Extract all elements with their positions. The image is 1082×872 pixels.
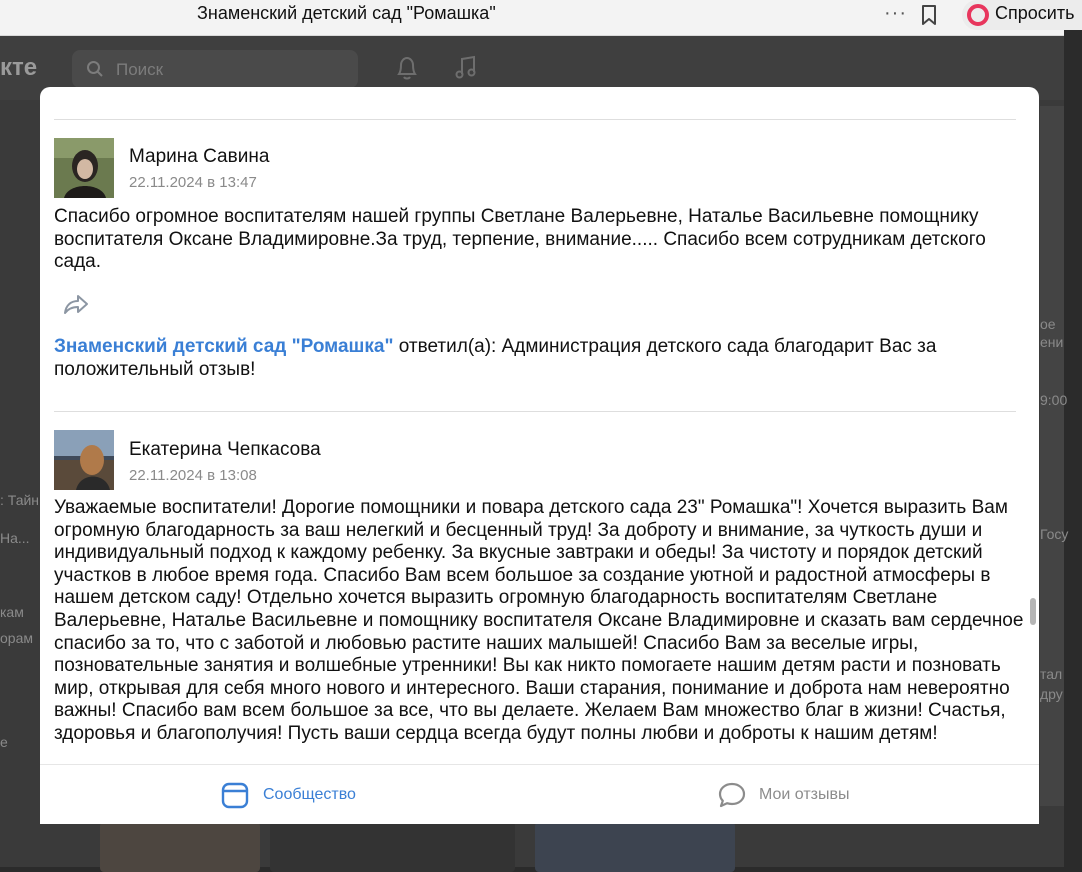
ask-alice-button[interactable] xyxy=(962,0,1082,30)
background-right-text: Госу xyxy=(1040,526,1069,542)
background-side-text: е xyxy=(0,734,8,750)
scrollbar[interactable] xyxy=(1030,598,1036,625)
background-side-text: : Тайн xyxy=(0,492,40,508)
tab-my-reviews[interactable] xyxy=(716,765,876,825)
tab-community-label: Сообщество xyxy=(263,786,356,803)
avatar-image xyxy=(54,138,114,198)
site-logo: кте xyxy=(0,54,38,81)
divider xyxy=(54,411,1016,412)
browser-tab-title[interactable]: Знаменский детский сад "Ромашка" xyxy=(197,3,496,23)
reply-author-link[interactable]: Знаменский детский сад "Ромашка" xyxy=(54,336,394,357)
more-options-icon[interactable]: ··· xyxy=(884,2,907,24)
avatar[interactable] xyxy=(54,430,114,490)
search-icon xyxy=(86,60,104,78)
share-icon[interactable] xyxy=(62,292,90,316)
tab-community[interactable] xyxy=(218,765,378,825)
avatar[interactable] xyxy=(54,138,114,198)
review-text: Спасибо огромное воспитателям нашей группы Светлане Валерьевне, Наталье Васильевне помощнику воспитателя Оксане Владимировне.За труд, терпение, внимание..... Спасибо всем сотрудникам детского сада. xyxy=(54,206,986,273)
bookmark-icon[interactable] xyxy=(918,3,940,27)
background-side-text: На... xyxy=(0,530,30,546)
review-text: Уважаемые воспитатели! Дорогие помощники и повара детского сада 23" Ромашка"! Хочется выразить Вам огромную благодарность за ваш нелегкий и бесценный труд! За доброту и внимание, за чуткость души и индивидуальный подход к каждому ребенку. За вкусные завтраки и обеды! За чистоту и порядок детский участков в любое время года. Спасибо Вам всем большое за создание уютной и радостной атмосферы в нашем детском саду! Отдельно хочется выразить огромную благодарность воспитателям Светлане Валерьевне, Наталье Васильевне и помощнику воспитателя Оксане Владимировне и сказать вам сердечное спасибо за то, что с заботой и любовью растите наших малышей! Спасибо Вам за веселые игры, позновательные занятия и волшебные утренники! Вы как никто помогаете нашим детям расти и позновать мир, открывая для себя много нового и интересного. Ваши старания, понимание и доброта нам невероятно важны! Спасибо вам всем большое за все, что вы делаете. Желаем Вам множество благ в жизни! Счастья, здоровья и благополучия! Пусть ваши сердца всегда будут полны любви и доброты к нашим детям! xyxy=(54,497,1024,744)
speech-bubble-icon xyxy=(717,780,747,810)
background-right-text: ое xyxy=(1040,316,1056,332)
background-thumbnail xyxy=(535,822,735,872)
review-date: 22.11.2024 в 13:47 xyxy=(129,174,257,191)
modal-tab-bar xyxy=(40,764,1039,824)
background-right-text: дру xyxy=(1040,686,1063,702)
avatar-image xyxy=(54,430,114,490)
background-thumbnail xyxy=(270,822,515,872)
reviews-modal xyxy=(40,87,1039,824)
review-date: 22.11.2024 в 13:08 xyxy=(129,467,257,484)
reply-text: ответил(а): Администрация детского сада благодарит Вас за положительный отзыв! xyxy=(54,336,937,380)
ask-alice-label: Спросить xyxy=(995,3,1075,23)
review-author[interactable]: Екатерина Чепкасова xyxy=(129,439,321,460)
review-author[interactable]: Марина Савина xyxy=(129,146,270,167)
admin-reply xyxy=(54,335,1014,381)
community-icon xyxy=(220,780,250,810)
background-right-text: тал xyxy=(1040,666,1063,682)
divider xyxy=(54,119,1016,120)
music-icon xyxy=(453,54,479,82)
background-right-text: 9:00 xyxy=(1040,392,1068,408)
reviews-list[interactable] xyxy=(40,87,1039,764)
search-input xyxy=(72,50,358,88)
tab-my-reviews-label: Мои отзывы xyxy=(759,786,850,803)
search-placeholder: Поиск xyxy=(116,60,164,79)
background-thumbnail xyxy=(100,822,260,872)
alice-icon xyxy=(966,3,990,27)
background-side-text: орам xyxy=(0,630,33,646)
background-right-text: ени xyxy=(1040,334,1064,350)
background-side-text: кам xyxy=(0,604,24,620)
browser-tab-bar xyxy=(0,0,1075,36)
bell-icon xyxy=(394,54,420,82)
